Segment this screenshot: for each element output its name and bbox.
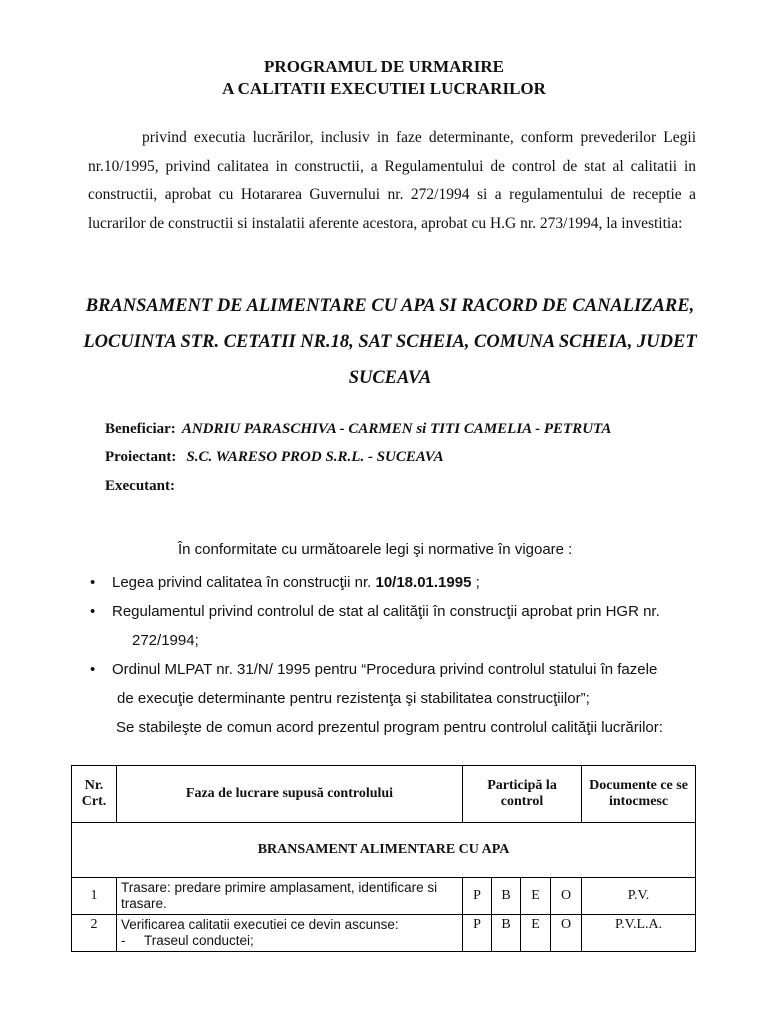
legal-item-3-line2: de execuţie determinante pentru rezistenţa şi stabilitatea construcţiilor”; (117, 690, 590, 707)
row-p: P (463, 915, 492, 952)
legal-item-1 (90, 568, 710, 597)
beneficiar-row (105, 419, 611, 439)
project-title (70, 288, 710, 396)
proiectant-row (105, 447, 444, 467)
row-e: E (521, 878, 551, 915)
legal-item-2-line1: Regulamentul privind controlul de stat al calităţii în construcţii aprobat prin HGR nr. (112, 603, 660, 620)
bullet-icon: • (90, 661, 96, 678)
executant-label: Executant: (105, 478, 175, 494)
legal-item-3 (90, 655, 710, 713)
row-b: B (492, 878, 521, 915)
row-faza: Trasare: predare primire amplasament, identificare si trasare. (117, 878, 463, 915)
bullet-icon: • (90, 574, 96, 591)
header-faza: Faza de lucrare supusă controlului (117, 766, 463, 823)
row-doc: P.V.L.A. (582, 915, 696, 952)
document-title-line2: A CALITATII EXECUTIEI LUCRARILOR (222, 79, 546, 98)
header-participa: Participă la control (463, 766, 582, 823)
table-header-row (72, 766, 696, 823)
table-row (72, 878, 696, 915)
beneficiar-value: ANDRIU PARASCHIVA - CARMEN si TITI CAMELIA - PETRUTA (181, 421, 612, 437)
section-title: BRANSAMENT ALIMENTARE CU APA (72, 823, 696, 878)
project-title-line1: BRANSAMENT DE ALIMENTARE CU APA SI RACORD DE CANALIZARE, (85, 296, 695, 316)
header-documente: Documente ce se intocmesc (582, 766, 696, 823)
row-nr: 1 (72, 878, 117, 915)
executant-row (105, 476, 175, 496)
project-title-line3: SUCEAVA (348, 368, 432, 388)
legal-item-2-line2: 272/1994; (132, 632, 199, 649)
section-row (72, 823, 696, 878)
row-p: P (463, 878, 492, 915)
legal-list (90, 568, 710, 742)
table-row (72, 915, 696, 952)
row-o: O (551, 915, 582, 952)
row-faza-cell (117, 915, 463, 952)
intro-paragraph (88, 124, 696, 238)
header-nr: Nr. Crt. (72, 766, 117, 823)
row-faza: Verificarea calitatii executiei ce devin ascunse: (121, 917, 399, 932)
row-doc: P.V. (582, 878, 696, 915)
row-subitem: - Traseul conductei; (121, 933, 254, 948)
row-o: O (551, 878, 582, 915)
row-b: B (492, 915, 521, 952)
legal-item-1-prefix: Legea privind calitatea în construcţii nr. (112, 574, 376, 591)
legal-intro: În conformitate cu următoarele legi şi normative în vigoare : (178, 541, 573, 558)
document-title-line1: PROGRAMUL DE URMARIRE (264, 57, 504, 76)
legal-item-2 (90, 597, 710, 655)
control-table (71, 765, 696, 952)
row-e: E (521, 915, 551, 952)
row-nr: 2 (72, 915, 117, 952)
intro-text: privind executia lucrărilor, inclusiv in faze determinante, conform prevederilor Legii nr.10/1995, privind calitatea in constructii, a Regulamentului de control de stat al calitatii in constructii, aprobat cu Hotararea Guvernului nr. 272/1994 si a regulamentului de receptie a lucrarilor de constructii si instalatii aferente acestora, aprobat cu H.G nr. 273/1994, la investitia: (88, 129, 696, 232)
proiectant-label: Proiectant: (105, 449, 177, 465)
proiectant-value: S.C. WARESO PROD S.R.L. - SUCEAVA (186, 449, 444, 465)
bullet-icon: • (90, 603, 96, 620)
legal-item-1-bold: 10/18.01.1995 (375, 574, 472, 591)
project-title-line2: LOCUINTA STR. CETATII NR.18, SAT SCHEIA, COMUNA SCHEIA, JUDET (83, 332, 697, 352)
legal-item-3-line1: Ordinul MLPAT nr. 31/N/ 1995 pentru “Procedura privind controlul statului în fazele (112, 661, 658, 678)
legal-item-1-suffix: ; (471, 574, 480, 591)
legal-closing: Se stabileşte de comun acord prezentul program pentru controlul calităţii lucrărilor: (116, 719, 663, 736)
beneficiar-label: Beneficiar: (105, 421, 176, 437)
